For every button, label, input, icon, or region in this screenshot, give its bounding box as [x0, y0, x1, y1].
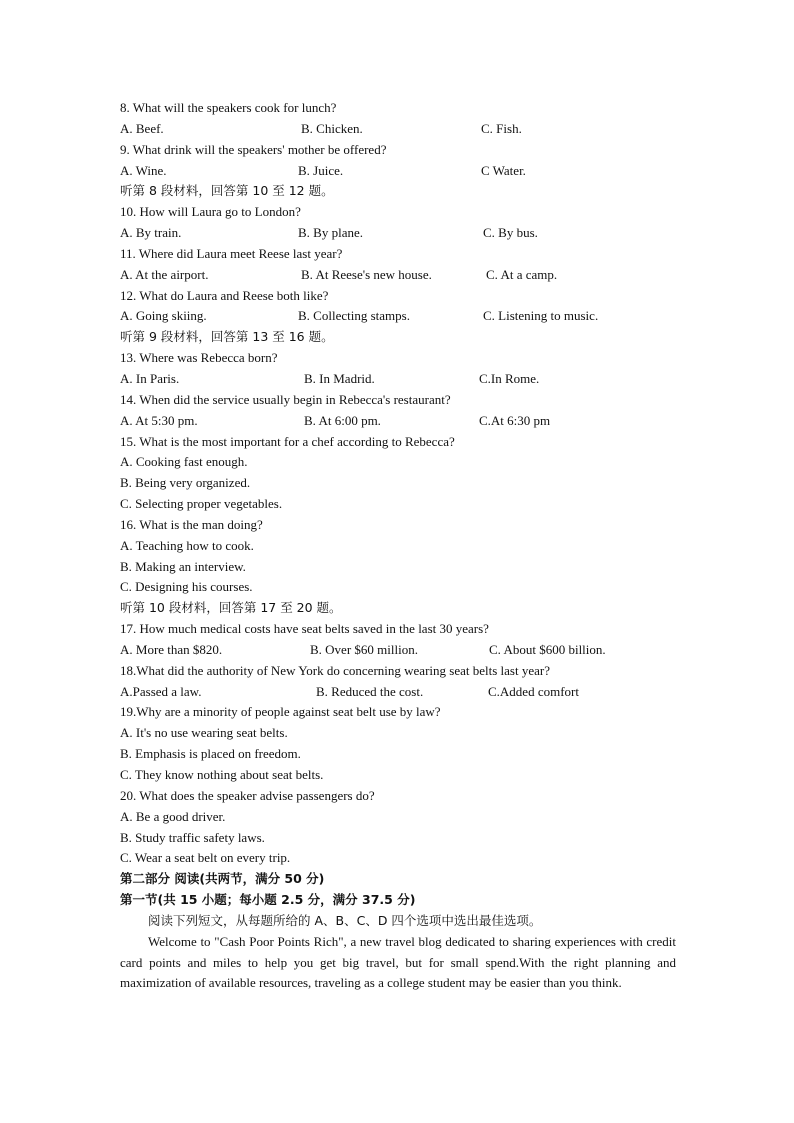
option-text: B. Being very organized. [120, 475, 251, 491]
option-line [120, 765, 680, 786]
question-text: 10. How will Laura go to London? [120, 204, 301, 220]
question-text: 19.Why are a minority of people against seat belt use by law? [120, 704, 441, 720]
option-c: C.Added comfort [488, 683, 579, 699]
question-line [120, 619, 680, 640]
instruction-text: 阅读下列短文，从每题所给的 A、B、C、D 四个选项中选出最佳选项。 [148, 912, 542, 928]
question-line [120, 244, 680, 265]
option-c: C. Fish. [481, 120, 522, 136]
options-row [120, 161, 680, 182]
question-text: 20. What does the speaker advise passengers do? [120, 787, 375, 803]
options-row [120, 306, 680, 327]
option-c: C Water. [481, 162, 526, 178]
options-row [120, 223, 680, 244]
options-row [120, 369, 680, 390]
option-c: C.In Rome. [479, 370, 540, 386]
option-line [120, 494, 680, 515]
option-line [120, 828, 680, 849]
option-text: B. Emphasis is placed on freedom. [120, 746, 301, 762]
option-c: C.At 6:30 pm [479, 412, 551, 428]
option-line [120, 848, 680, 869]
option-b: B. In Madrid. [304, 370, 375, 386]
question-line [120, 702, 680, 723]
option-line [120, 577, 680, 598]
option-a: A. More than $820. [120, 641, 223, 657]
section-heading-text: 听第 8 段材料，回答第 10 至 12 题。 [120, 183, 334, 199]
option-a: A. At 5:30 pm. [120, 412, 198, 428]
option-text: C. Designing his courses. [120, 579, 253, 595]
option-c: C. At a camp. [486, 266, 558, 282]
question-text: 12. What do Laura and Reese both like? [120, 287, 329, 303]
options-row [120, 119, 680, 140]
option-line [120, 452, 680, 473]
option-b: B. Reduced the cost. [316, 683, 424, 699]
question-line [120, 432, 680, 453]
option-text: C. They know nothing about seat belts. [120, 767, 324, 782]
question-line [120, 286, 680, 307]
option-line [120, 536, 680, 557]
question-text: 18.What did the authority of New York do concerning wearing seat belts last year? [120, 662, 550, 678]
instruction-line [120, 911, 680, 932]
question-text: 14. When did the service usually begin in Rebecca's restaurant? [120, 391, 451, 407]
option-a: A. At the airport. [120, 266, 209, 282]
option-b: B. Over $60 million. [310, 641, 418, 657]
options-row [120, 682, 680, 703]
question-text: 11. Where did Laura meet Reese last year? [120, 245, 343, 261]
options-row [120, 411, 680, 432]
option-text: B. Making an interview. [120, 558, 246, 574]
option-a: A. Wine. [120, 162, 167, 178]
part-title-text: 第二部分 阅读(共两节，满分 50 分) [120, 871, 325, 887]
option-text: A. Be a good driver. [120, 808, 226, 824]
question-text: 16. What is the man doing? [120, 516, 263, 532]
option-c: C. By bus. [483, 225, 538, 241]
option-b: B. At Reese's new house. [301, 266, 432, 282]
option-line [120, 807, 680, 828]
option-text: C. Wear a seat belt on every trip. [120, 850, 291, 866]
option-b: B. Collecting stamps. [298, 308, 410, 324]
option-b: B. By plane. [298, 225, 363, 241]
option-b: B. At 6:00 pm. [304, 412, 381, 428]
question-line [120, 348, 680, 369]
option-line [120, 744, 680, 765]
question-line [120, 661, 680, 682]
section-heading [120, 327, 680, 348]
option-text: A. Cooking fast enough. [120, 454, 248, 470]
reading-passage: Welcome to "Cash Poor Points Rich", a new travel blog dedicated to sharing experiences with credit card points and miles to help you get big travel, but for small spend.With the right planning and maximization of available resources, traveling as a college student may be easier than you think. [120, 933, 676, 991]
exam-content [120, 98, 680, 994]
option-a: A. By train. [120, 225, 182, 241]
option-b: B. Juice. [298, 162, 344, 178]
option-a: A.Passed a law. [120, 683, 202, 699]
question-line [120, 515, 680, 536]
question-line [120, 786, 680, 807]
option-c: C. About $600 billion. [489, 641, 606, 657]
option-a: A. Beef. [120, 120, 164, 136]
question-text: 17. How much medical costs have seat belts saved in the last 30 years? [120, 621, 489, 637]
option-line [120, 473, 680, 494]
option-text: A. It's no use wearing seat belts. [120, 725, 288, 741]
section-heading-text: 听第 9 段材料，回答第 13 至 16 题。 [120, 329, 334, 345]
section-heading [120, 598, 680, 619]
option-text: C. Selecting proper vegetables. [120, 496, 283, 512]
option-text: B. Study traffic safety laws. [120, 829, 265, 845]
option-a: A. Going skiing. [120, 308, 207, 324]
options-row [120, 265, 680, 286]
options-row [120, 640, 680, 661]
question-text: 8. What will the speakers cook for lunch? [120, 100, 337, 115]
part-title [120, 869, 680, 890]
section-title-text: 第一节(共 15 小题；每小题 2.5 分，满分 37.5 分) [120, 892, 416, 908]
question-line [120, 140, 680, 161]
question-line [120, 98, 680, 119]
question-text: 15. What is the most important for a chef according to Rebecca? [120, 433, 455, 449]
question-text: 9. What drink will the speakers' mother be offered? [120, 141, 387, 157]
option-line [120, 723, 680, 744]
option-a: A. In Paris. [120, 370, 180, 386]
section-heading [120, 181, 680, 202]
section-title [120, 890, 680, 911]
question-line [120, 202, 680, 223]
question-text: 13. Where was Rebecca born? [120, 350, 278, 366]
question-line [120, 390, 680, 411]
section-heading-text: 听第 10 段材料，回答第 17 至 20 题。 [120, 600, 342, 616]
option-line [120, 557, 680, 578]
option-b: B. Chicken. [301, 120, 363, 136]
option-text: A. Teaching how to cook. [120, 537, 254, 553]
option-c: C. Listening to music. [483, 308, 599, 324]
